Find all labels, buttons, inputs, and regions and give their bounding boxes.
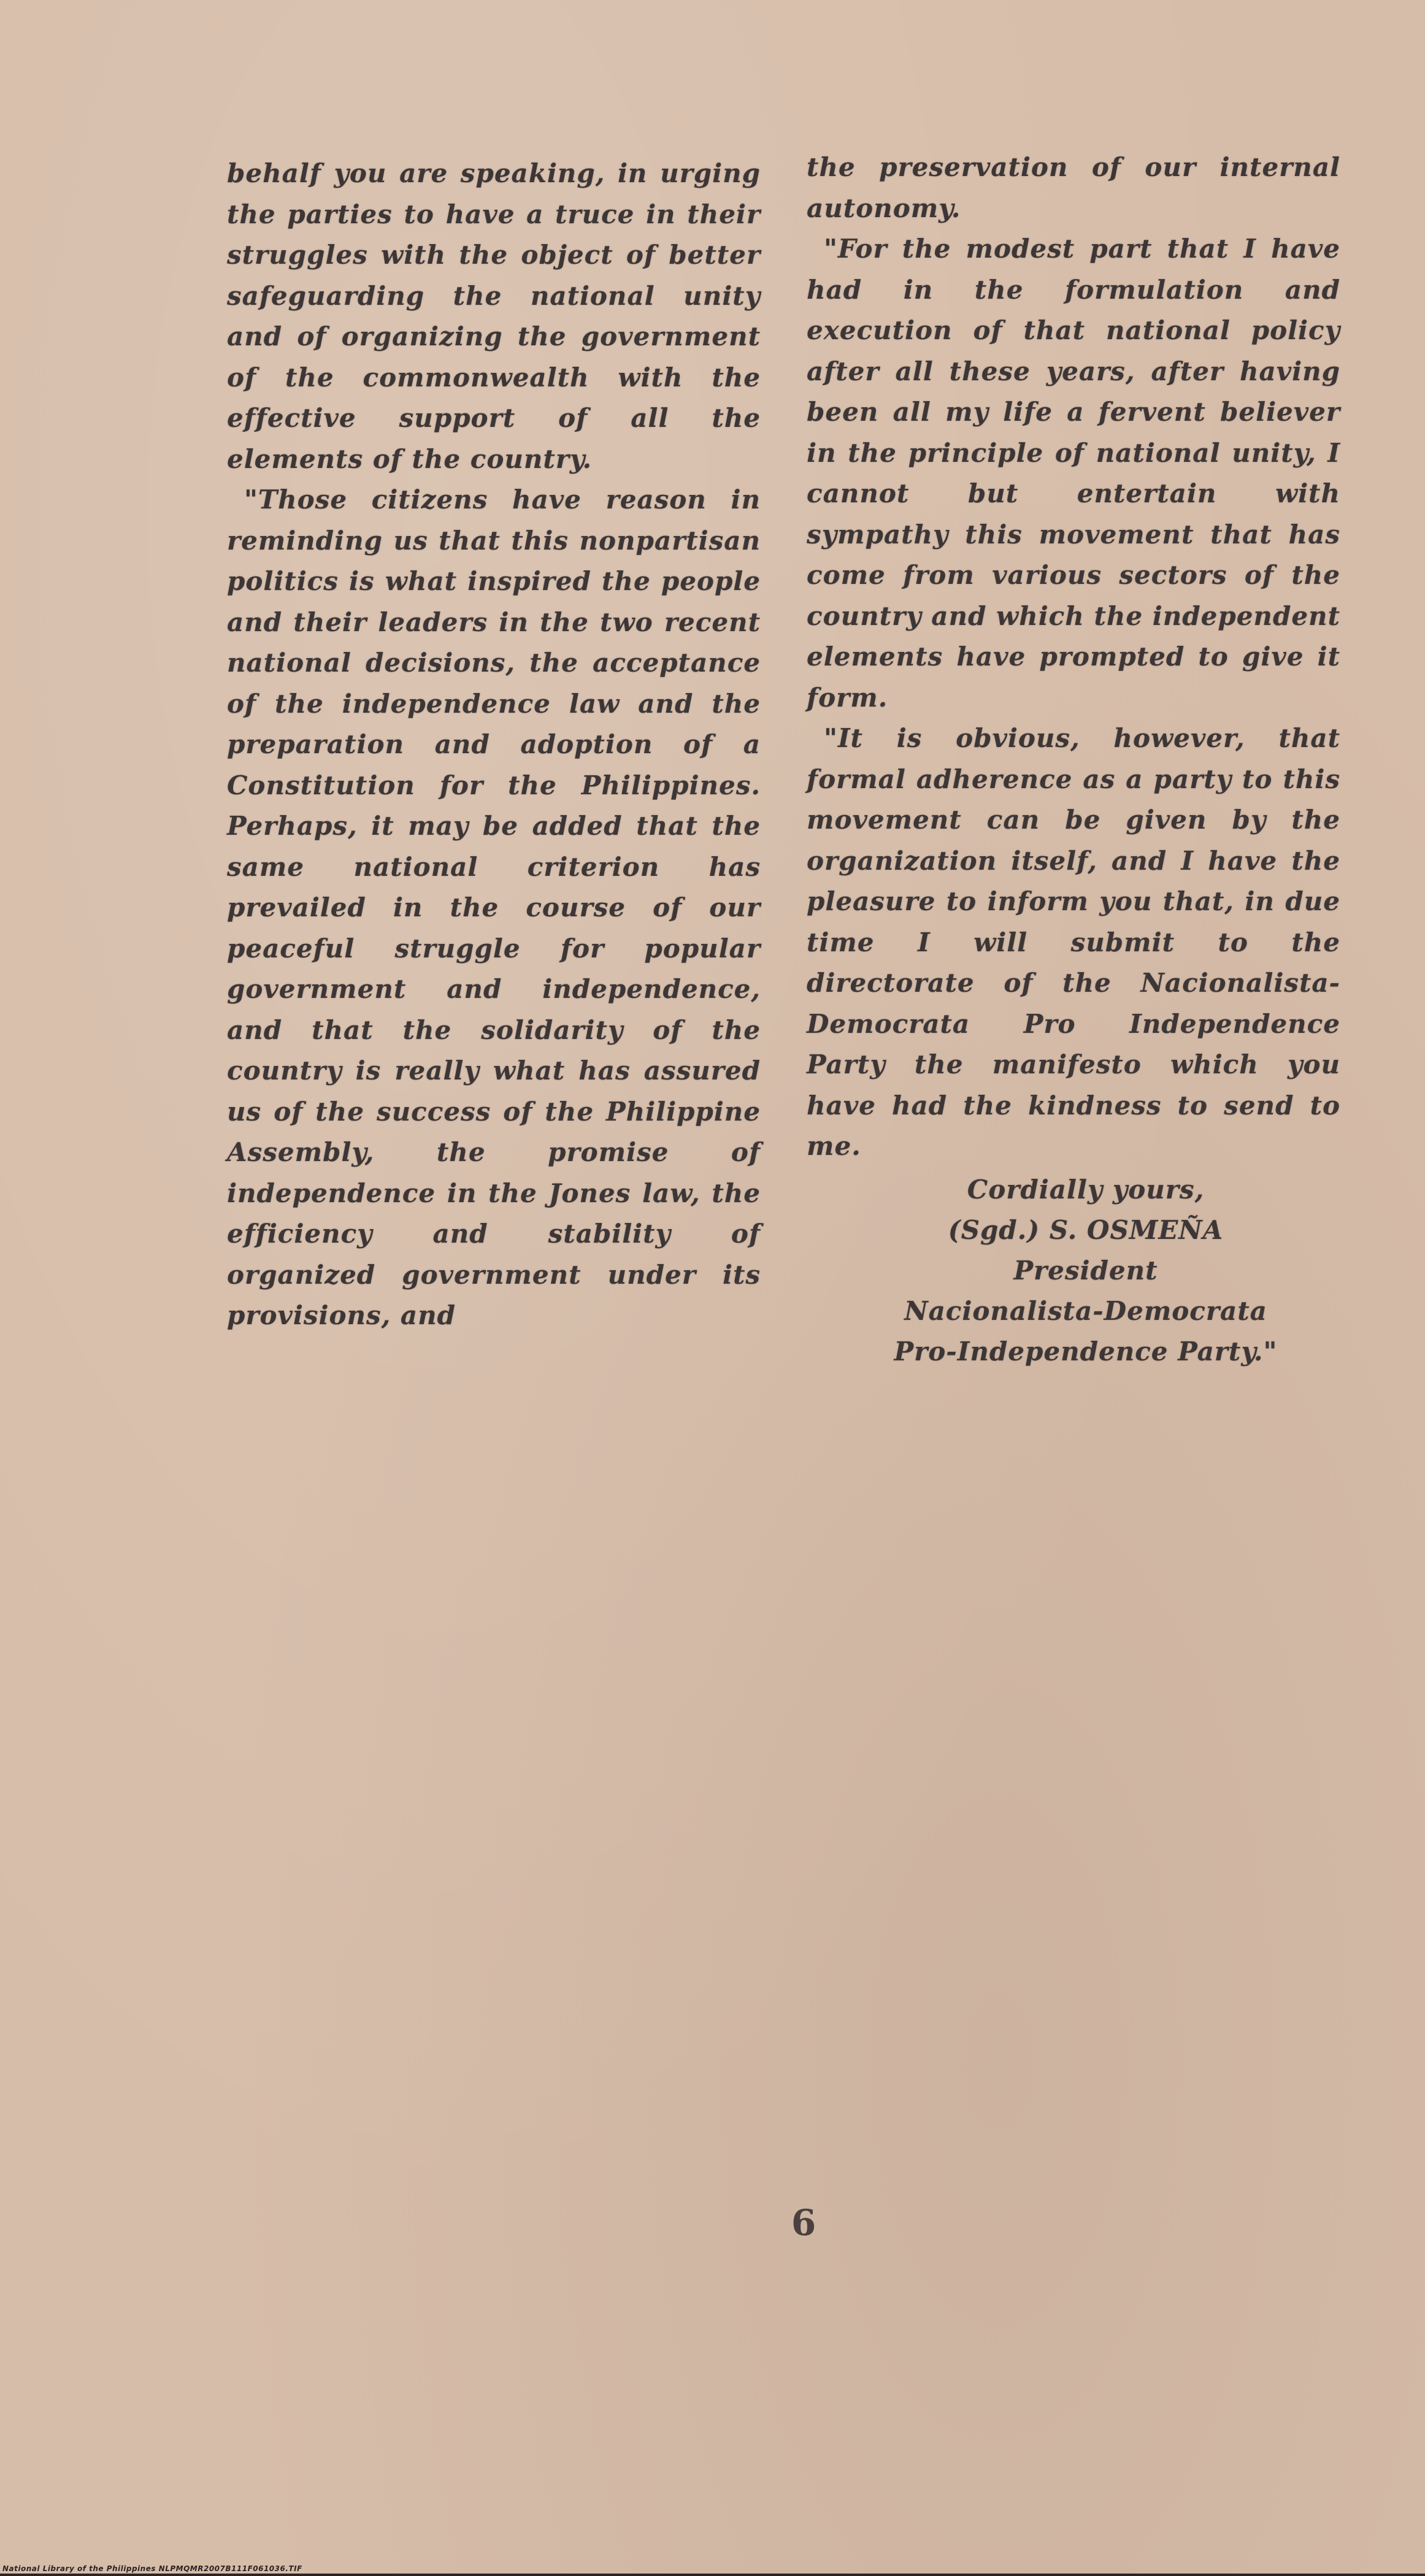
page-number: 6 — [791, 2202, 816, 2244]
party-line-1: Nacionalista-Democrata — [904, 1295, 1267, 1326]
right-paragraph-1: the preservation of our internal autonomy. — [807, 152, 1340, 223]
right-column — [807, 147, 1340, 1372]
left-column — [227, 153, 761, 1336]
party-line-2: Pro-Independence Party." — [894, 1336, 1278, 1367]
signer-title: President — [1013, 1255, 1158, 1286]
left-paragraph-2: "Those citizens have reason in reminding us that this nonpartisan politics is what inspired the people and their leaders in the two recent national decisions, the acceptance of the independence law and the preparation and adoption of a Constitution for the Philippines. Perhaps, it may be added that the same national criterion has prevailed in the course of our peaceful struggle for popular government and independence, and that the solidarity of the country is really what has assured us of the success of the Philippine Assembly, the promise of independence in the Jones law, the efficiency and stability of organized government under its provisions, and — [227, 485, 761, 1330]
letter-signoff — [807, 1170, 1340, 1372]
closing-line: Cordially yours, — [967, 1174, 1205, 1205]
right-paragraph-2: "For the modest part that I have had in the formulation and execution of that national policy after all these years, after having been all my life a fervent believer in the principle of national unity, I cannot but entertain with sympathy this movement that has come from various sectors of the country and which the independent elements have prompted to give it form. — [807, 234, 1340, 713]
right-paragraph-3: "It is obvious, however, that formal adherence as a party to this movement can be given by the organization itself, and I have the pleasure to inform you that, in due time I will submit to the directorate of the Nacionalista-Democrata Pro Independence Party the manifesto which you have had the kindness to send to me. — [807, 723, 1340, 1161]
scan-footer-bar — [0, 2574, 1425, 2576]
scan-footer-caption: National Library of the Philippines NLPMQMR2007B111F061036.TIF — [2, 2564, 302, 2573]
signature-line: (Sgd.) S. OSMEÑA — [948, 1214, 1224, 1245]
left-paragraph-1: behalf you are speaking, in urging the parties to have a truce in their struggles with the object of better safeguarding the national unity and of organizing the government of the commonwealth with the effective support of all the elements of the country. — [227, 158, 761, 474]
